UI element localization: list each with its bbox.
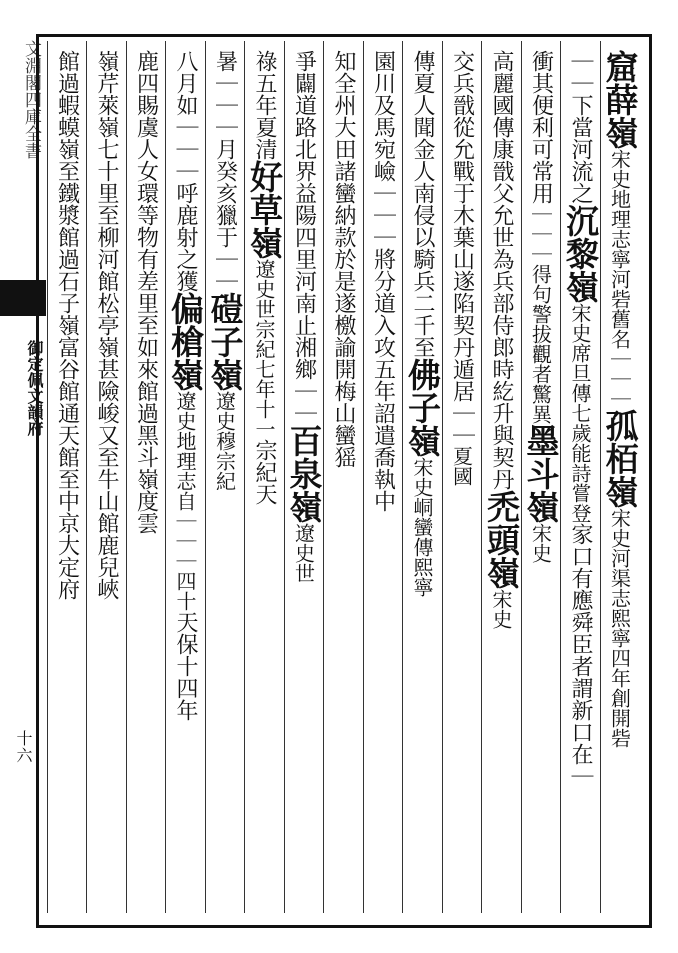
- body-text: 嶺芹萊嶺七十里至柳河館松亭嶺甚險峻又至牛山館鹿兒峽: [94, 50, 119, 600]
- text-column-14: [87, 50, 125, 600]
- column-rule: [126, 41, 127, 913]
- annotation-note: 宋史: [528, 523, 553, 563]
- body-text: 暑｜｜｜: [212, 50, 238, 138]
- column-rule: [442, 41, 443, 913]
- annotation-note: 宋史峒蠻傳熙寧: [410, 457, 434, 597]
- annotation-note: 宋史: [489, 589, 513, 629]
- column-rule: [86, 41, 87, 913]
- body-text: 宗紀天: [252, 439, 277, 505]
- annotation-note: 遼史穆宗紀: [212, 391, 237, 491]
- partial-margin-text: 文淵閣四庫全書: [21, 40, 41, 159]
- body-text: 鹿四賜虞人女環等物有差: [133, 50, 159, 292]
- text-column-1: [601, 50, 639, 748]
- body-text: 衝其便利可常用: [528, 50, 554, 204]
- text-column-10: [245, 50, 283, 505]
- body-text: 家口有應舜臣者謂新口在｜: [568, 523, 593, 787]
- text-column-13: [127, 50, 165, 534]
- entry-heading: 好草嶺: [245, 160, 284, 259]
- body-text: 高麗國傳康戩父允世為兵部侍郎時紇升與契丹: [489, 50, 514, 490]
- annotation-note: 宋史地理志寧河砦舊名｜｜｜: [607, 149, 632, 409]
- text-column-4: [482, 50, 520, 629]
- text-column-12: [166, 50, 204, 721]
- text-column-9: [285, 50, 323, 583]
- text-column-8: [324, 50, 362, 468]
- annotation-note: 宋史河渠志熙寧四年創開砦: [607, 508, 632, 748]
- body-text: 祿五年夏清: [252, 50, 277, 160]
- column-rule: [363, 41, 364, 913]
- body-text: 園川及馬宛嶮｜｜｜將分道入攻: [370, 50, 396, 358]
- entry-heading: 磑子嶺: [205, 292, 245, 391]
- body-text: 里至如來館過黑斗嶺度雲: [133, 292, 159, 534]
- body-text: 交兵戩從允戰于木葉山遂陷契丹遁居｜｜: [449, 50, 475, 446]
- body-text: 爭闢道路北界益陽四里河南止湘鄉｜｜: [291, 50, 317, 424]
- column-rule: [244, 41, 245, 913]
- column-rule: [47, 41, 48, 913]
- entry-heading: 孤栢嶺: [600, 409, 640, 508]
- annotation-note: 宋史席旦傳七歲能詩嘗登: [568, 303, 592, 523]
- column-rule: [165, 41, 166, 913]
- body-text: 八月如｜｜｜呼鹿射之獲: [173, 50, 198, 292]
- annotation-note: 遼史世宗紀七年十一: [252, 259, 276, 439]
- column-rule: [521, 41, 522, 913]
- annotation-note: 遼史地理志自｜｜｜四十: [173, 391, 197, 611]
- text-column-7: [364, 50, 402, 512]
- entry-heading: 沉黎嶺: [561, 204, 600, 303]
- previous-page-edge: [0, 40, 41, 270]
- column-rule: [205, 41, 206, 913]
- entry-heading: 窟薛嶺: [600, 50, 640, 149]
- annotation-note: ｜｜｜得句警拔觀者驚異: [528, 204, 553, 424]
- body-text: 知全州大田諸蠻納款於是遂檄諭開梅山蠻猺: [331, 50, 356, 468]
- column-rule: [600, 41, 601, 913]
- entry-heading: 佛子嶺: [403, 358, 442, 457]
- text-column-6: [403, 50, 441, 597]
- body-text: 傳夏人聞金人南侵以騎兵二千至: [410, 50, 435, 358]
- text-column-2: [561, 50, 599, 787]
- entry-heading: 百泉嶺: [284, 424, 324, 523]
- text-column-11: [206, 50, 244, 491]
- text-column-5: [443, 50, 481, 486]
- body-text: 月癸亥獵于｜｜: [212, 138, 238, 292]
- text-column-15: [48, 50, 86, 600]
- annotation-note: 遼史世: [291, 523, 316, 583]
- annotation-note: 夏國: [449, 446, 474, 486]
- column-rule: [402, 41, 403, 913]
- body-text: 天保十四年: [173, 611, 198, 721]
- entry-heading: 墨斗嶺: [521, 424, 561, 523]
- body-text: 館過蝦蟆嶺至鐵漿館過石子嶺富谷館通天館至中京大定府: [54, 50, 80, 600]
- body-text: 五年詔遣喬執中: [370, 358, 396, 512]
- column-rule: [481, 41, 482, 913]
- entry-heading: 偏槍嶺: [166, 292, 205, 391]
- entry-heading: 禿頭嶺: [482, 490, 521, 589]
- body-text: ｜｜下當河流之: [568, 50, 593, 204]
- book-title: 御定佩文韻府: [25, 340, 44, 436]
- text-column-3: [522, 50, 560, 563]
- page-number: 十六: [14, 730, 33, 764]
